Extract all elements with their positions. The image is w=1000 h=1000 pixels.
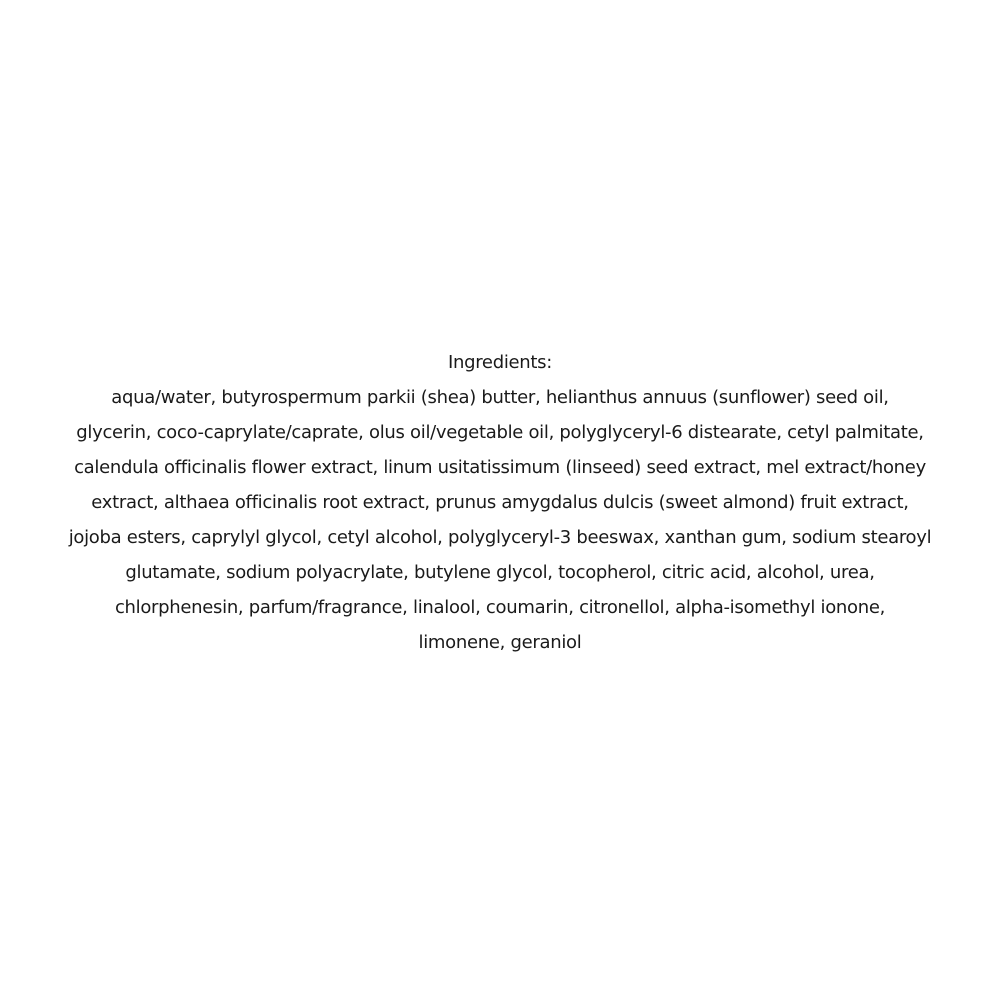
ingredients-line-2: glycerin, coco-caprylate/caprate, olus oil/vegetable oil, polyglyceryl-6 distearate, cetyl palmitate, bbox=[76, 422, 924, 443]
ingredients-text-block bbox=[0, 345, 1000, 660]
ingredients-line-5: jojoba esters, caprylyl glycol, cetyl alcohol, polyglyceryl-3 beeswax, xanthan gum, sodium stearoyl bbox=[68, 527, 932, 548]
ingredients-line-8: limonene, geraniol bbox=[418, 632, 582, 653]
ingredients-line-3: calendula officinalis flower extract, linum usitatissimum (linseed) seed extract, mel extract/honey bbox=[74, 457, 926, 478]
ingredients-line-7: chlorphenesin, parfum/fragrance, linalool, coumarin, citronellol, alpha-isomethyl ionone, bbox=[114, 597, 886, 618]
ingredients-line-4: extract, althaea officinalis root extract, prunus amygdalus dulcis (sweet almond) fruit extract, bbox=[91, 492, 909, 513]
ingredients-line-6: glutamate, sodium polyacrylate, butylene glycol, tocopherol, citric acid, alcohol, urea, bbox=[125, 562, 875, 583]
ingredients-heading: Ingredients: bbox=[447, 352, 553, 373]
ingredients-line-1: aqua/water, butyrospermum parkii (shea) butter, helianthus annuus (sunflower) seed oil, bbox=[111, 387, 889, 408]
